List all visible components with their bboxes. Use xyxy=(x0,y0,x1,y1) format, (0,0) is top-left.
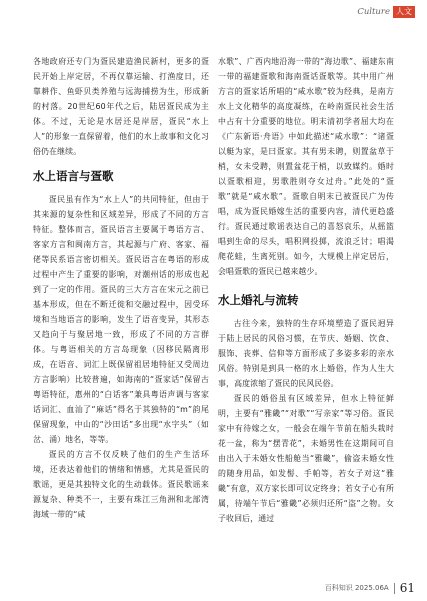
page-number: 61 xyxy=(399,581,415,595)
section-label-cn: 人文 xyxy=(393,6,415,18)
left-column xyxy=(33,54,209,522)
body-paragraph: 疍民的婚俗虽有区域差异，但水上特征鲜明，主要有“雅畿”“对歌”“写亲家”等习俗。疍民家中有待嫁之女，一般会在端午节前在船头栽时花一盆，称为“摆青花”，未婚男性在这期间可自由出入于未婚女性船舱当“雅畿”，偷盗未婚女性的随身用品，如发髻、手帕等，若女子对这“雅畿”有意，双方家长即可议定终身；若女子心有所属，待端午节后“雅畿”必须归还所“盗”之物。女子收回后，通过 xyxy=(218,394,394,523)
body-paragraph: 疍民虽有作为“水上人”的共同特征，但由于其来源的复杂性和区域差异，形成了不同的方言特征。整体而言，疍民语言主要属于粤语方言、客家方言和闽南方言，其起源与广府、客家、福佬等民系语言密切相关。疍民语言在粤语的形成过程中产生了重要的影响，对潮州话的形成也起到了一定的作用。疍民的三大方言在宋元之前已基本形成，但在不断迁徙和交融过程中，因受环境和当地语言的影响，发生了语音变异，其形态又趋向于与聚居地一致，形成了不同的方言群体。与粤语相关的方言岛现象（因移民隔离形成，在语音、词汇上既保留祖居地特征又受周边方言影响）比较普遍，如海南的“疍家话”保留古粤语特征，惠州的“白话客”兼具粤语声调与客家话词汇、血汕了“麻话”得名于其独特的“m”韵尾保留现象，中山的“沙田话”多出现“水字头”（如岔、涌）地名，等等。 xyxy=(33,195,209,444)
section-label-en: Culture xyxy=(357,7,390,17)
journal-info: 百科知识 2025.06A xyxy=(324,584,389,592)
section-tag xyxy=(357,6,415,18)
body-paragraph: 疍民的方言不仅反映了他们的生产生活环境，还表达着他们的情绪和情感，尤其是疍民的歌谣，更是其独特文化的生动载体。疍民歌谣来源复杂、种类不一，主要有珠江三角洲和北部湾海域一带的“咸 xyxy=(33,450,209,519)
body-paragraph: 水歌”、广西内地沿海一带的“海边歌”、福建东南一带的福建疍歌和海南疍话疍歌等。其中用广州方言的疍家话所唱的“咸水歌”较为经典，是南方水上文化精华的高度凝练，在岭南疍民社会生活中占有十分重要的地位。明末清初学者屈大均在《广东新语·舟语》中如此描述“咸水歌”：“诸疍以艇为家，是曰疍家。其有男未聘，则置盆草于梢，女未受聘，则置盆花于梢，以致媒约。婚时以疍歌相迎，男歌胜则夺女过舟。”此处的“疍歌”就是“咸水歌”。疍歌自明末已被疍民广为传唱，成为疍民婚嫁生活的重要内容，清代更趋盛行。疍民通过歌谣表达自己的喜怒哀乐，从摇篮唱到生命的尽头，唱积网投掷，流浪乏讨；唱渴爬花蛙，生离死别。如今，大规模上岸定居后，会唱疍歌的疍民已越来越少。 xyxy=(218,57,394,276)
section-heading-wedding: 水上婚礼与流转 xyxy=(218,293,299,307)
body-paragraph: 古往今来，独特的生存环境塑造了疍民迥异于陆上居民的风俗习惯，在节庆、婚姻、饮食、服饰、丧葬、信仰等方面形成了多姿多彩的亲水风俗。特别是到具一格的水上婚俗，作为人生大事，高度浓缩了疍民的民风民俗。 xyxy=(218,319,394,388)
page-footer xyxy=(325,581,415,595)
section-heading-language: 水上语言与疍歌 xyxy=(33,169,114,183)
footer-divider xyxy=(394,583,395,594)
intro-paragraph: 各地政府还专门为疍民建造渔民新村，更多的疍民开始上岸定居，不再仅靠运输、打渔度日，还靠耕作、鱼虾贝类养殖与远海捕捞为生，形成新的村落。20世纪60年代之后，陆居疍民成为主体。不过，无论是水居还是岸居，疍民“水上人”的形象一直保留着，他们的水上故事和文化习俗仍在继续。 xyxy=(33,57,209,156)
right-column xyxy=(218,54,394,526)
